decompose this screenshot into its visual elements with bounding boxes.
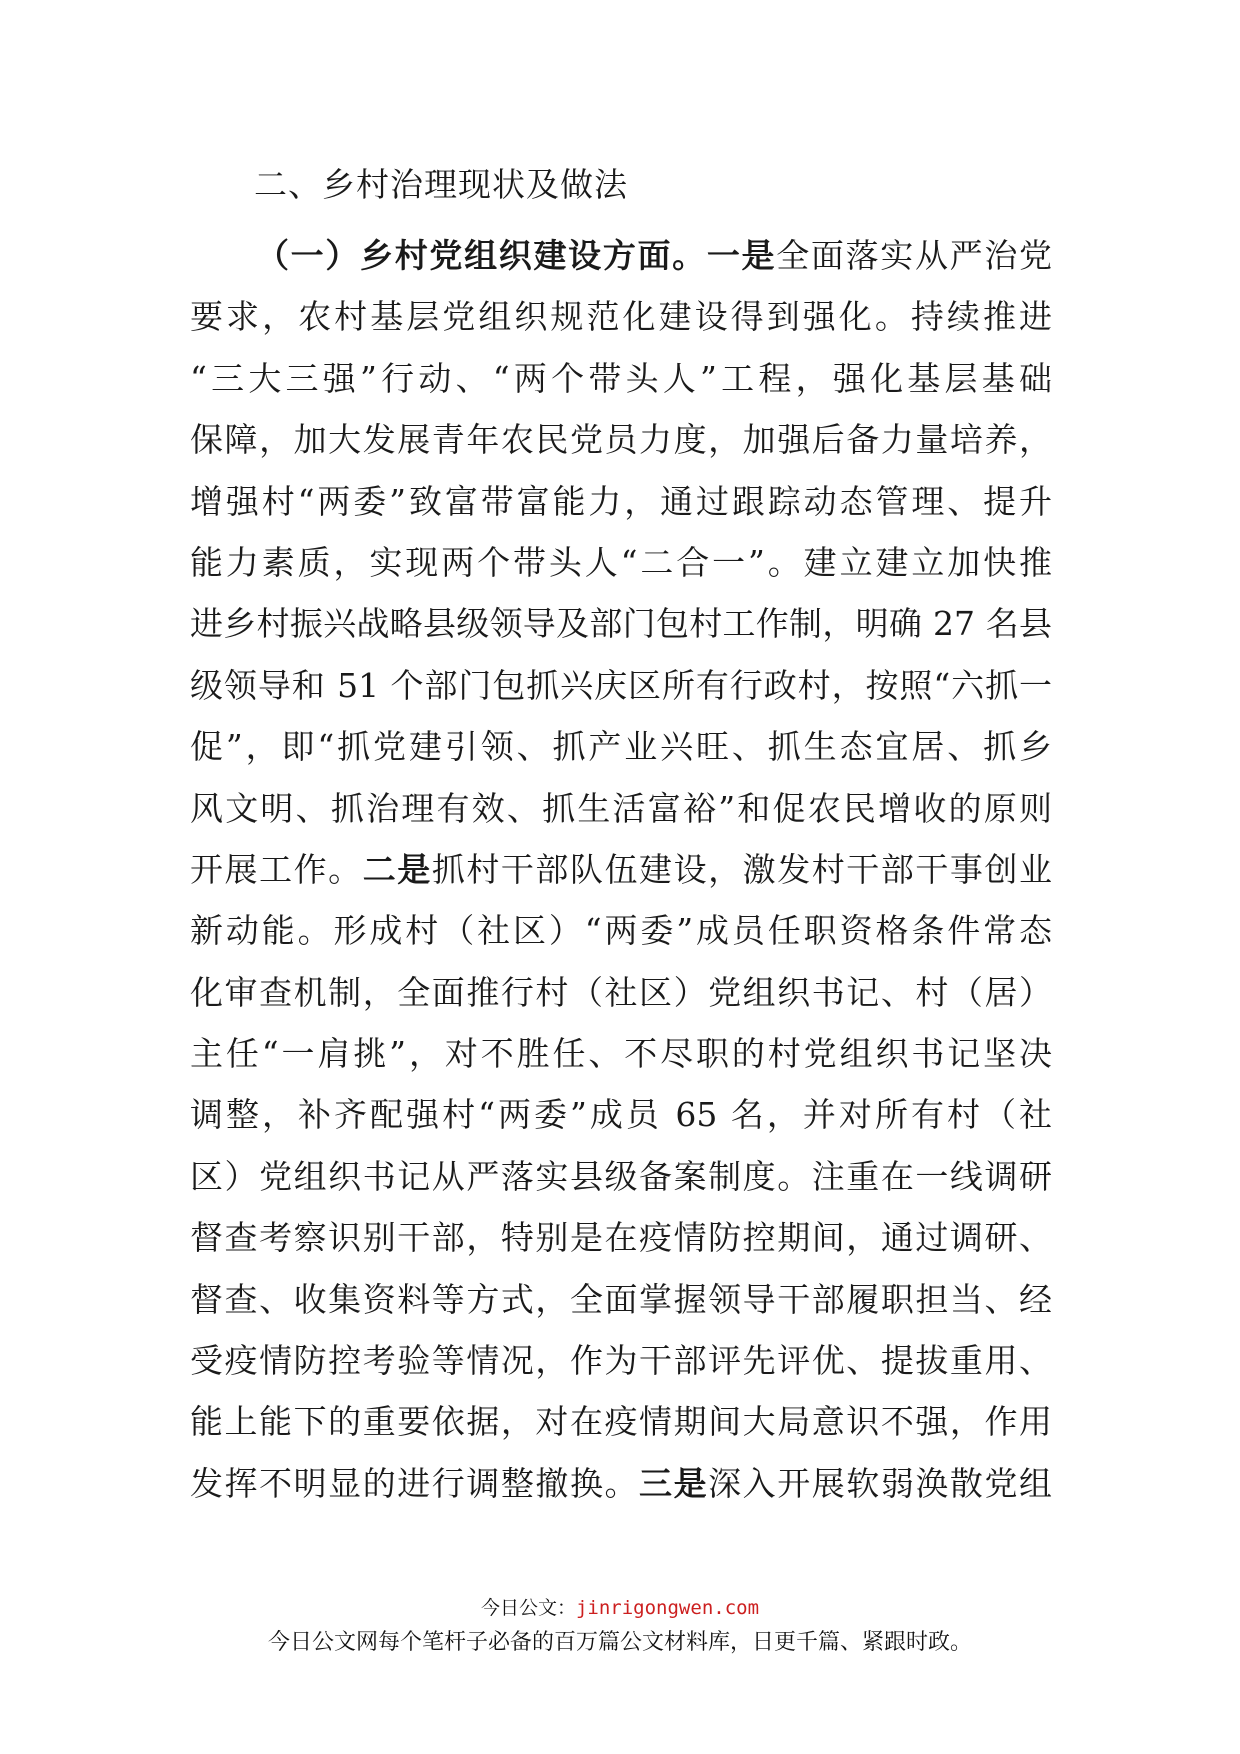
paragraph-line	[190, 1458, 1052, 1519]
paragraph-line: 主任“一肩挑”，对不胜任、不尽职的村党组织书记坚决	[190, 1034, 1052, 1074]
paragraph-line: 进乡村振兴战略县级领导及部门包村工作制，明确 27 名县	[190, 604, 1052, 644]
footer-site-url[interactable]: jinrigongwen.com	[575, 1597, 760, 1619]
paragraph-line: 受疫情防控考验等情况，作为干部评先评优、提拔重用、	[190, 1341, 1052, 1381]
paragraph-text: 开展工作。	[190, 849, 363, 889]
paragraph-line: 新动能。形成村（社区）“两委”成员任职资格条件常态	[190, 911, 1052, 951]
paragraph-line: “三大三强”行动、“两个带头人”工程，强化基层基础	[190, 358, 1052, 398]
footer-slogan: 今日公文网每个笔杆子必备的百万篇公文材料库，日更千篇、紧跟时政。	[267, 1630, 972, 1655]
footer-site-line	[0, 1595, 1240, 1621]
footer-site-label: 今日公文：	[480, 1597, 576, 1619]
point-label-1: 一是	[706, 236, 777, 275]
paragraph-line: 风文明、抓治理有效、抓生活富裕”和促农民增收的原则	[190, 788, 1052, 828]
paragraph-line: 调整，补齐配强村“两委”成员 65 名，并对所有村（社	[190, 1095, 1052, 1135]
paragraph-line: 化审查机制，全面推行村（社区）党组织书记、村（居）	[190, 972, 1052, 1012]
paragraph-text: 抓村干部队伍建设，激发村干部干事创业	[431, 849, 1053, 889]
paragraph-text: 深入开展软弱涣散党组	[708, 1463, 1053, 1503]
paragraph-text: 发挥不明显的进行调整撤换。	[190, 1463, 640, 1503]
paragraph-line: 区）党组织书记从严落实县级备案制度。注重在一线调研	[190, 1156, 1052, 1196]
subheading: （一）乡村党组织建设方面。	[256, 236, 707, 275]
paragraph-line	[190, 230, 1052, 291]
paragraph-line	[190, 844, 1052, 905]
body-paragraph	[190, 230, 1052, 1519]
paragraph-line: 增强村“两委”致富带富能力，通过跟踪动态管理、提升	[190, 481, 1052, 521]
paragraph-line: 能上能下的重要依据，对在疫情期间大局意识不强，作用	[190, 1402, 1052, 1442]
paragraph-line: 保障，加大发展青年农民党员力度，加强后备力量培养，	[190, 420, 1052, 460]
paragraph-line: 督查考察识别干部，特别是在疫情防控期间，通过调研、	[190, 1218, 1052, 1258]
paragraph-line: 督查、收集资料等方式，全面掌握领导干部履职担当、经	[190, 1279, 1052, 1319]
section-heading: 二、乡村治理现状及做法	[254, 165, 628, 204]
paragraph-line: 促”，即“抓党建引领、抓产业兴旺、抓生态宜居、抓乡	[190, 727, 1052, 767]
point-label-3: 三是	[639, 1463, 709, 1503]
paragraph-line: 级领导和 51 个部门包抓兴庆区所有行政村，按照“六抓一	[190, 665, 1052, 705]
point-label-2: 二是	[362, 849, 432, 889]
paragraph-line: 能力素质，实现两个带头人“二合一”。建立建立加快推	[190, 542, 1052, 582]
paragraph-line: 要求，农村基层党组织规范化建设得到强化。持续推进	[190, 297, 1052, 337]
paragraph-text: 全面落实从严治党	[776, 236, 1053, 275]
